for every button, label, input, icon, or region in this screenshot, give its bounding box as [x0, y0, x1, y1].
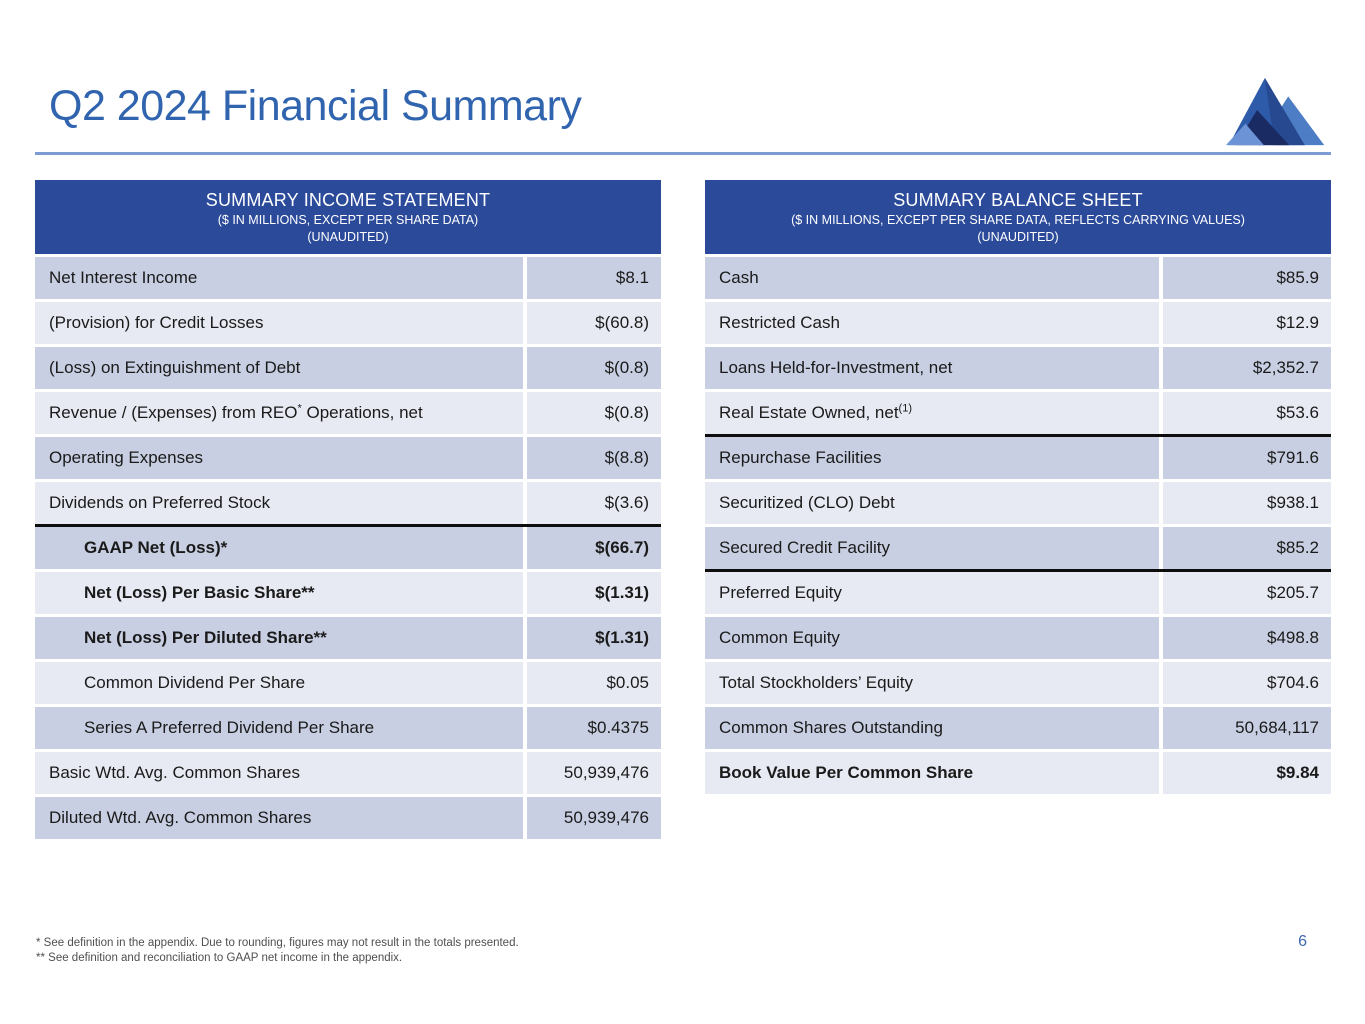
row-label: Preferred Equity — [705, 572, 1159, 614]
row-label: Common Equity — [705, 617, 1159, 659]
balance-sheet-unaudited: (UNAUDITED) — [977, 230, 1059, 244]
table-row — [35, 482, 661, 524]
table-row — [35, 752, 661, 794]
row-label: Cash — [705, 257, 1159, 299]
income-statement-rows — [35, 257, 661, 839]
row-label: (Provision) for Credit Losses — [35, 302, 523, 344]
row-label: Diluted Wtd. Avg. Common Shares — [35, 797, 523, 839]
table-row — [705, 257, 1331, 299]
table-row — [705, 437, 1331, 479]
income-statement-table — [35, 180, 661, 842]
income-statement-unaudited: (UNAUDITED) — [307, 230, 389, 244]
row-label: Book Value Per Common Share — [705, 752, 1159, 794]
income-statement-header — [35, 180, 661, 254]
row-label: Operating Expenses — [35, 437, 523, 479]
row-value: $(3.6) — [527, 482, 661, 524]
row-value: $12.9 — [1163, 302, 1331, 344]
table-row — [705, 347, 1331, 389]
row-value: $791.6 — [1163, 437, 1331, 479]
row-value: $(66.7) — [527, 527, 661, 569]
row-label: Common Shares Outstanding — [705, 707, 1159, 749]
footnotes — [36, 936, 519, 966]
footnote-1: * See definition in the appendix. Due to rounding, figures may not result in the totals presented. — [36, 937, 519, 949]
table-row — [705, 392, 1331, 437]
title-divider — [35, 152, 1331, 155]
table-row — [35, 392, 661, 434]
page-title: Q2 2024 Financial Summary — [49, 82, 582, 130]
row-label: Revenue / (Expenses) from REO* Operations, net — [35, 392, 523, 434]
row-value: $(8.8) — [527, 437, 661, 479]
page-number: 6 — [1298, 933, 1307, 950]
row-label: Loans Held-for-Investment, net — [705, 347, 1159, 389]
row-label: Net (Loss) Per Diluted Share** — [35, 617, 523, 659]
row-value: $(0.8) — [527, 392, 661, 434]
balance-sheet-rows — [705, 257, 1331, 794]
table-row — [705, 302, 1331, 344]
row-label: Real Estate Owned, net$^{(1)}$ — [705, 392, 1159, 434]
row-value: $9.84 — [1163, 752, 1331, 794]
row-value: $(1.31) — [527, 617, 661, 659]
table-row — [35, 347, 661, 389]
row-value: $53.6 — [1163, 392, 1331, 434]
row-label: Restricted Cash — [705, 302, 1159, 344]
table-row — [35, 662, 661, 704]
mountain-logo-icon — [1224, 74, 1331, 150]
table-row — [705, 662, 1331, 704]
row-value: 50,684,117 — [1163, 707, 1331, 749]
row-label: GAAP Net (Loss)* — [35, 527, 523, 569]
row-value: $205.7 — [1163, 572, 1331, 614]
table-row — [705, 707, 1331, 749]
row-label: Net (Loss) Per Basic Share** — [35, 572, 523, 614]
row-value: $704.6 — [1163, 662, 1331, 704]
row-label: Series A Preferred Dividend Per Share — [35, 707, 523, 749]
balance-sheet-header — [705, 180, 1331, 254]
table-row — [35, 617, 661, 659]
row-label: (Loss) on Extinguishment of Debt — [35, 347, 523, 389]
row-value: $498.8 — [1163, 617, 1331, 659]
row-label: Secured Credit Facility — [705, 527, 1159, 569]
row-label: Net Interest Income — [35, 257, 523, 299]
table-row — [35, 524, 661, 569]
row-label: Common Dividend Per Share — [35, 662, 523, 704]
table-row — [705, 752, 1331, 794]
row-value: $(60.8) — [527, 302, 661, 344]
row-label: Securitized (CLO) Debt — [705, 482, 1159, 524]
row-label: Dividends on Preferred Stock — [35, 482, 523, 524]
table-row — [705, 617, 1331, 659]
row-value: $85.2 — [1163, 527, 1331, 569]
balance-sheet-subtitle: ($ IN MILLIONS, EXCEPT PER SHARE DATA, REFLECTS CARRYING VALUES) — [791, 213, 1245, 227]
table-row — [705, 527, 1331, 572]
row-value: $0.05 — [527, 662, 661, 704]
table-row — [35, 437, 661, 479]
table-row — [35, 797, 661, 839]
row-value: $(0.8) — [527, 347, 661, 389]
table-row — [35, 707, 661, 749]
row-value: $8.1 — [527, 257, 661, 299]
row-value: $85.9 — [1163, 257, 1331, 299]
row-value: $2,352.7 — [1163, 347, 1331, 389]
table-row — [35, 302, 661, 344]
table-row — [35, 257, 661, 299]
row-value: $938.1 — [1163, 482, 1331, 524]
income-statement-subtitle: ($ IN MILLIONS, EXCEPT PER SHARE DATA) — [217, 213, 479, 227]
row-label: Total Stockholders’ Equity — [705, 662, 1159, 704]
balance-sheet-table — [705, 180, 1331, 797]
table-row — [35, 572, 661, 614]
income-statement-title: SUMMARY INCOME STATEMENT — [205, 190, 491, 210]
row-value: $(1.31) — [527, 572, 661, 614]
row-label: Basic Wtd. Avg. Common Shares — [35, 752, 523, 794]
table-row — [705, 572, 1331, 614]
row-label: Repurchase Facilities — [705, 437, 1159, 479]
row-value: 50,939,476 — [527, 752, 661, 794]
row-value: $0.4375 — [527, 707, 661, 749]
table-row — [705, 482, 1331, 524]
balance-sheet-title: SUMMARY BALANCE SHEET — [893, 190, 1143, 210]
row-value: 50,939,476 — [527, 797, 661, 839]
footnote-2: ** See definition and reconciliation to GAAP net income in the appendix. — [36, 952, 403, 964]
